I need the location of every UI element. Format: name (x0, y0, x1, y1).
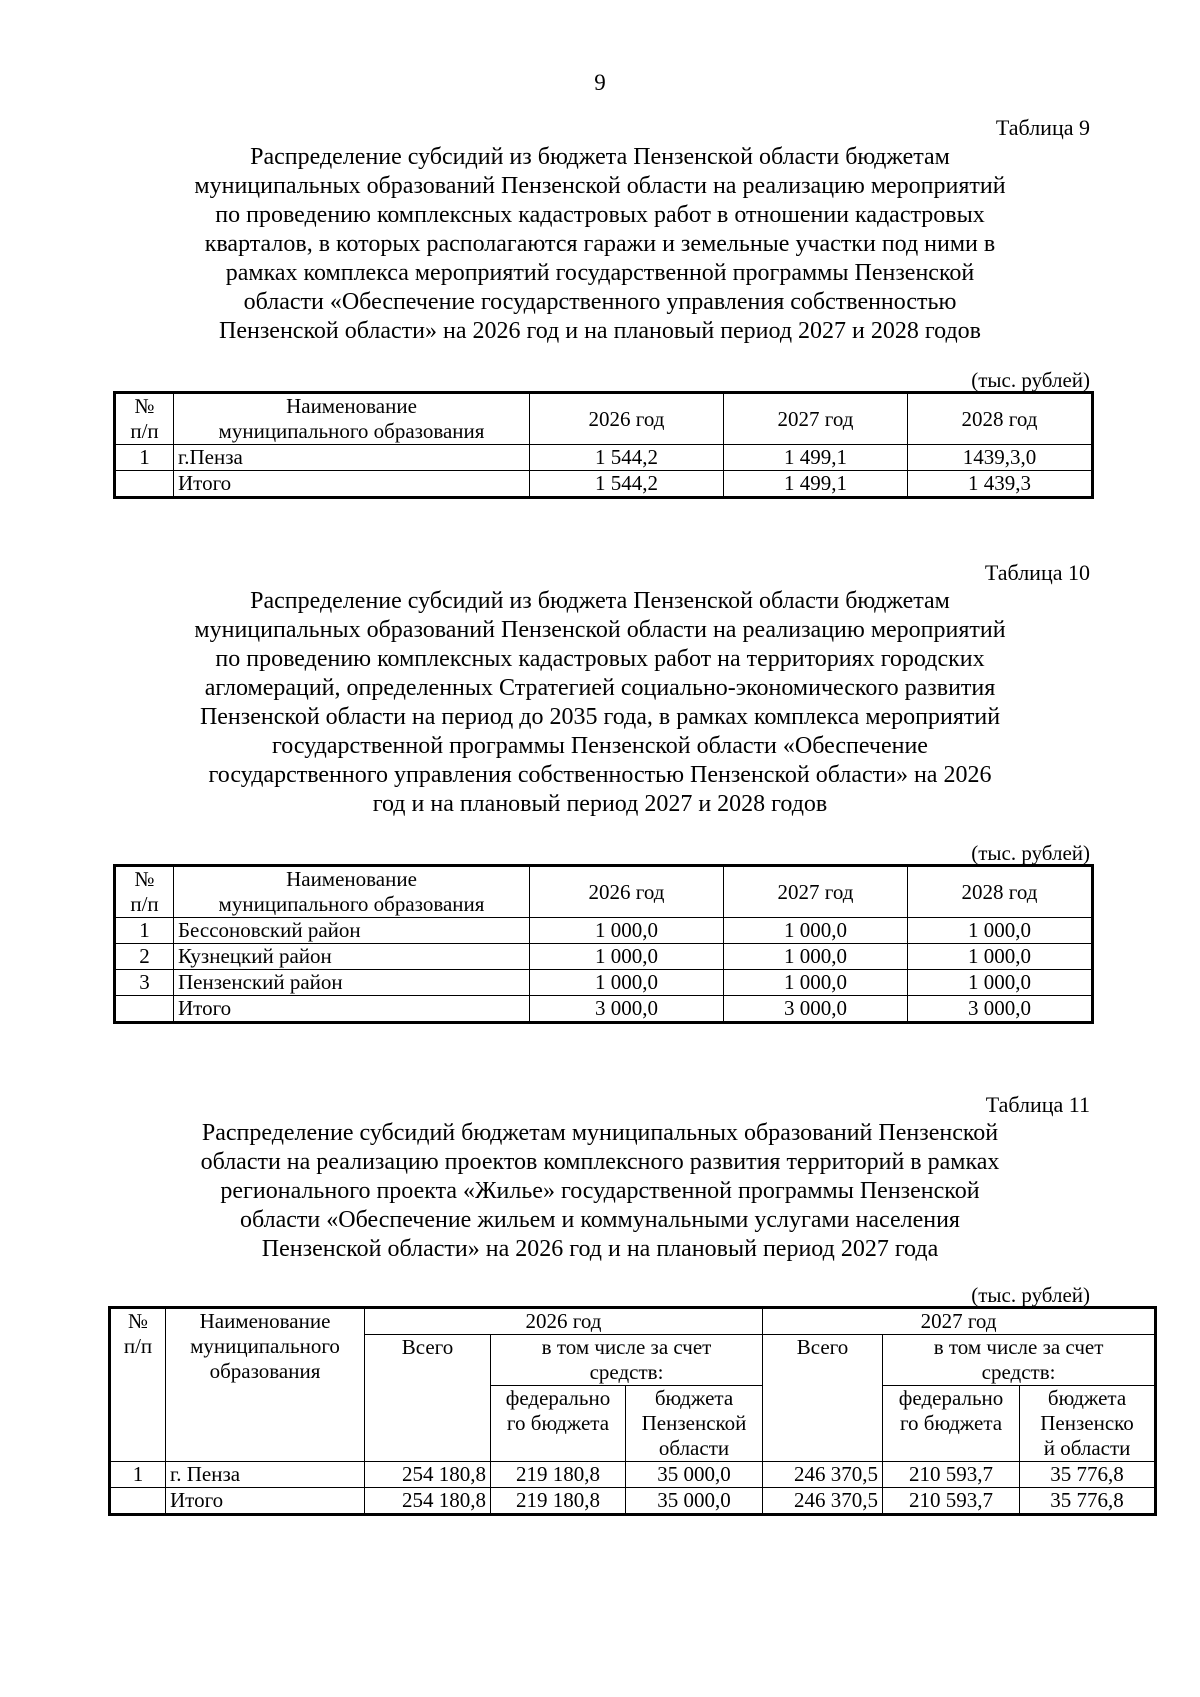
cell-2027: 3 000,0 (724, 996, 908, 1022)
header-num: № п/п (111, 1309, 166, 1462)
table-total-row (111, 1488, 1155, 1514)
title-line: кварталов, в которых располагаются гаражи и земельные участки под ними в (204, 231, 996, 257)
table-9 (115, 393, 1092, 497)
title-line: государственной программы Пензенской области «Обеспечение (272, 733, 928, 759)
cell-total-2026: 254 180,8 (365, 1488, 491, 1514)
cell-regional-2027: 35 776,8 (1020, 1462, 1155, 1488)
header-federal-2026: федерально го бюджета (491, 1386, 626, 1462)
cell-num: 3 (116, 970, 174, 996)
cell-num (116, 996, 174, 1022)
cell-num (116, 471, 174, 497)
title-line: Пензенской области» на 2026 год и на плановый период 2027 года (261, 1236, 939, 1262)
page-number: 9 (594, 70, 606, 95)
cell-regional-2026: 35 000,0 (626, 1462, 763, 1488)
header-including-2026: в том числе за счет средств: (491, 1335, 763, 1386)
table-header-row (116, 867, 1092, 918)
table-11-label: Таблица 11 (985, 1092, 1090, 1117)
cell-2028: 1 000,0 (908, 918, 1092, 944)
cell-2027: 1 000,0 (724, 944, 908, 970)
table-11 (110, 1308, 1155, 1514)
header-regional-2027: бюджета Пензенско й области (1020, 1386, 1155, 1462)
title-line: муниципальных образований Пензенской области на реализацию мероприятий (194, 173, 1006, 199)
header-2028: 2028 год (908, 394, 1092, 445)
table-header-row (116, 394, 1092, 445)
cell-total-2027: 246 370,5 (763, 1462, 883, 1488)
cell-2027: 1 499,1 (724, 471, 908, 497)
table-row (116, 918, 1092, 944)
table-9-label: Таблица 9 (995, 115, 1090, 140)
cell-regional-2026: 35 000,0 (626, 1488, 763, 1514)
header-total-2027: Всего (763, 1335, 883, 1462)
cell-name: Пензенский район (174, 970, 530, 996)
cell-federal-2027: 210 593,7 (883, 1488, 1020, 1514)
table-9-title (110, 143, 1090, 346)
table-11-title (110, 1119, 1090, 1264)
table-10-label: Таблица 10 (984, 560, 1090, 585)
cell-regional-2027: 35 776,8 (1020, 1488, 1155, 1514)
cell-name: Кузнецкий район (174, 944, 530, 970)
cell-2028: 1 000,0 (908, 970, 1092, 996)
header-name: Наименование муниципального образования (174, 867, 530, 918)
cell-num: 1 (116, 445, 174, 471)
cell-federal-2027: 210 593,7 (883, 1462, 1020, 1488)
cell-2026: 1 544,2 (530, 445, 724, 471)
cell-num (111, 1488, 166, 1514)
header-total-2026: Всего (365, 1335, 491, 1462)
title-line: Распределение субсидий из бюджета Пензенской области бюджетам (250, 588, 950, 614)
title-line: области на реализацию проектов комплексного развития территорий в рамках (200, 1149, 1000, 1175)
header-num: № п/п (116, 394, 174, 445)
cell-2028: 1 439,3 (908, 471, 1092, 497)
cell-name: г. Пенза (166, 1462, 365, 1488)
table-total-row (116, 471, 1092, 497)
title-line: Распределение субсидий из бюджета Пензенской области бюджетам (250, 144, 950, 170)
header-year-2026: 2026 год (365, 1309, 763, 1335)
cell-name: Итого (174, 996, 530, 1022)
cell-2028: 1439,3,0 (908, 445, 1092, 471)
cell-2027: 1 000,0 (724, 970, 908, 996)
header-name: Наименование муниципального образования (174, 394, 530, 445)
table-11-units: (тыс. рублей) (971, 1283, 1090, 1307)
header-including-2027: в том числе за счет средств: (883, 1335, 1155, 1386)
title-line: регионального проекта «Жилье» государственной программы Пензенской (220, 1178, 980, 1204)
cell-total-2027: 246 370,5 (763, 1488, 883, 1514)
header-2027: 2027 год (724, 394, 908, 445)
title-line: Распределение субсидий бюджетам муниципальных образований Пензенской (201, 1120, 999, 1146)
cell-num: 2 (116, 944, 174, 970)
header-regional-2026: бюджета Пензенской области (626, 1386, 763, 1462)
title-line: области «Обеспечение государственного управления собственностью (243, 289, 957, 315)
table-row (116, 944, 1092, 970)
cell-2027: 1 000,0 (724, 918, 908, 944)
table-row (111, 1462, 1155, 1488)
cell-2028: 1 000,0 (908, 944, 1092, 970)
title-line: муниципальных образований Пензенской области на реализацию мероприятий (194, 617, 1006, 643)
cell-federal-2026: 219 180,8 (491, 1462, 626, 1488)
table-10 (115, 866, 1092, 1022)
cell-name: Бессоновский район (174, 918, 530, 944)
cell-name: г.Пенза (174, 445, 530, 471)
title-line: государственного управления собственностью Пензенской области» на 2026 (208, 762, 992, 788)
title-line: Пензенской области» на 2026 год и на плановый период 2027 и 2028 годов (219, 318, 981, 344)
cell-federal-2026: 219 180,8 (491, 1488, 626, 1514)
table-9-units: (тыс. рублей) (971, 368, 1090, 392)
table-row (116, 970, 1092, 996)
cell-2026: 1 000,0 (530, 944, 724, 970)
table-10-title (110, 587, 1090, 819)
title-line: Пензенской области на период до 2035 года, в рамках комплекса мероприятий (199, 704, 1001, 730)
cell-total-2026: 254 180,8 (365, 1462, 491, 1488)
cell-2027: 1 499,1 (724, 445, 908, 471)
header-2028: 2028 год (908, 867, 1092, 918)
header-name: Наименование муниципального образования (166, 1309, 365, 1462)
header-federal-2027: федерально го бюджета (883, 1386, 1020, 1462)
cell-2026: 3 000,0 (530, 996, 724, 1022)
header-year-2027: 2027 год (763, 1309, 1155, 1335)
cell-name: Итого (174, 471, 530, 497)
title-line: год и на плановый период 2027 и 2028 годов (372, 791, 828, 817)
title-line: по проведению комплексных кадастровых работ на территориях городских (215, 646, 985, 672)
cell-num: 1 (116, 918, 174, 944)
cell-num: 1 (111, 1462, 166, 1488)
title-line: по проведению комплексных кадастровых работ в отношении кадастровых (215, 202, 985, 228)
title-line: рамках комплекса мероприятий государственной программы Пензенской (225, 260, 975, 286)
title-line: области «Обеспечение жильем и коммунальными услугами населения (240, 1207, 960, 1233)
cell-2028: 3 000,0 (908, 996, 1092, 1022)
table-row (116, 445, 1092, 471)
cell-2026: 1 000,0 (530, 918, 724, 944)
cell-2026: 1 544,2 (530, 471, 724, 497)
header-2026: 2026 год (530, 394, 724, 445)
cell-name: Итого (166, 1488, 365, 1514)
cell-2026: 1 000,0 (530, 970, 724, 996)
header-2027: 2027 год (724, 867, 908, 918)
table-total-row (116, 996, 1092, 1022)
header-num: № п/п (116, 867, 174, 918)
header-2026: 2026 год (530, 867, 724, 918)
table-10-units: (тыс. рублей) (971, 841, 1090, 865)
table-header-row (111, 1309, 1155, 1335)
title-line: агломераций, определенных Стратегией социально-экономического развития (204, 675, 996, 701)
